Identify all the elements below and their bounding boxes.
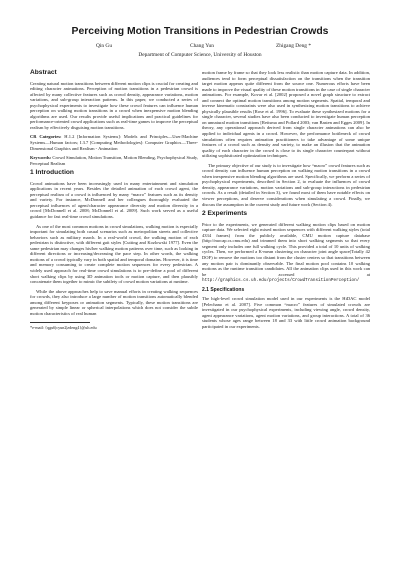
paragraph: Crowd animations have been increasingly used in many entertainment and simulation applications in recent years. Besides the detailed animation of each crowd agent, the perceptual realism of a crowd is influenced by many “macro” features such as its density and variety. For instance, McDonnell and her colleagues thoroughly evaluated the perceptual influences of agent/character appearance diversity and motion diversity in a crowd [McDonnell et al. 2008; McDonnell et al. 2009]. Such work served as a useful guidance for fast real-time crowd simulations. [30, 180, 198, 220]
intro-heading: 1 Introduction [30, 169, 74, 177]
author-list [0, 43, 400, 52]
experiments-heading: 2 Experiments [202, 210, 248, 218]
abstract-heading: Abstract [30, 69, 57, 76]
paper-title: Perceiving Motion Transitions in Pedestrian Crowds [71, 26, 329, 37]
paragraph-text: Prior to the experiments, we generated different walking motion clips based on motion capture data. We selected eight mixed motion sequences with different walking styles (total 4334 frames) from the publicly available, CMU motion capture database (http://mocap.cs.cmu.edu) and trimmed them into short walking segments so that every segment only includes one full walking cycle. This provided a total of 10 units of walking cycles. Then, we performed a K-mean clustering on character joint angle space(Totally 42 DOF) to remove the motions too distant from the cluster centers so that transitions between any motion pair is dominantly observable. The final motion pool contains 10 walking motions as the runtime transition candidates. All the animation clips used in this work can be accessed at [202, 221, 370, 277]
author-name: Qin Gu [96, 43, 113, 49]
paragraph [202, 222, 370, 284]
specifications-heading: 2.1 Specifications [202, 286, 245, 293]
project-url-link[interactable]: http://graphics.cs.uh.edu/projects/CrowdTransitionPerception/ [202, 278, 360, 284]
paragraph: motion frame by frame so that they look less realistic than motion capture data. In addition, audiences tend to form perceptual dissatisfaction on the transitions when the transition target motion appears quite different from the source one. Numerous efforts have been made to improve the visual quality of these motion transitions in the case of single character animations. For example, Kovar et al. [2002] proposed a novel graph structure to extract and connect the optimal motion transitions among motion segments. Spatial, temporal and inverse kinematic constraints were also used in synthesizing motion transitions to achieve physically plausible results [Rose et al. 1996]. To evaluate these synthesized motions for a single character, several studies have also been conducted to investigate human perception on unnatural motion transitions [Reitsma and Pollard 2003; van Basten and Egges 2009]. In theory, any operational approach derived from single character animations can also be applied to individual agents in a crowd. However, the performance bottleneck of crowd simulations often requires animation practitioners to take advantage of some unique features of a crowd such as density and variety, to make an illusion that the animation quality of each character in the crowd is close to its single character counterpart without utilizing sophisticated optimization techniques. [202, 70, 370, 159]
paragraph: The high-level crowd simulation model used in our experiments is the HiDAC model [Pelechano et al. 2007]. Five common “macro” features of simulated crowds are investigated in our psychophysical experiments, including viewing angle, crowd density, agent appearance variations, agent motion variations, and group interactions. A total of 36 students whose ages range between 18 and 33 with little crowd animation background participated in our experiments. [202, 296, 370, 329]
right-column [202, 70, 370, 334]
footnote-rule [30, 322, 90, 323]
paragraph: As one of the most common motions in crowd simulations, walking motion is especially important for simulating both casual scenarios such as metropolitan streets and collective behaviors such as military march. In a real-world crowd, the walking motion of each pedestrian is distinctive, with different gait styles [Cutting and Kozlowski 1977]. Even the same pedestrian may changes his/her walking motion patterns over time, such as looking in different directions or increasing/decreasing the pace step. In other words, the walking motions of a crowd typically vary in both spatial and temporal domains. However, it is time and memory consuming to create complete motion sequences for every pedestrian. A widely used approach for real-time crowd simulations is to pre-define a pool of different short walking clips by using 3D animation tools or motion capture, and then plausibly concatenate them together to mimic the subtlety of crowd motion variations at runtime. [30, 223, 198, 285]
keywords-text: Crowd Simulation, Motion Transition, Motion Blending, Psychophysical Study, Perceptual Realism [30, 155, 199, 166]
cr-categories [30, 134, 198, 151]
cr-label: CR Categories: [30, 134, 62, 140]
footnote: *e-mail: {qgu6|cyun2|zdeng4}@uh.edu [30, 325, 97, 331]
author-name: Zhigang Deng * [276, 43, 312, 49]
left-column [30, 70, 198, 330]
paragraph: The primary objective of our study is to investigate how “macro” crowd features such as crowd density can influence human perception on walking motion transitions in a crowd when inexpensive motion blending algorithms are used. Specifically, we perform a series of psychophysical experiments, described in Section 2, to evaluate the influences of crowd density, appearance variations, motion variations and sub-group interactions in pedestrian crowds. As a result (detailed in Section 3), we found most of them have notable effects on viewer perceptions, and deserve considerations when simulating a crowd. Finally, we discuss the assumption in the current study and future work (Section 4). [202, 162, 370, 207]
keywords-label: Keywords: [30, 155, 52, 161]
keywords [30, 155, 198, 166]
cr-text: H.1.2 [Information Systems]: Models and Principles—User/Machine Systems—Human factors; I.3.7 [Computing Methodologies]: Computer Graphics—Three-Dimensional Graphics and Realism - Animation [30, 134, 198, 151]
affiliation: Department of Computer Science, University of Houston [138, 52, 262, 58]
paragraph: While the above approaches help to save manual efforts in creating walking sequences for crowds, they also introduce a large number of motion transitions automatically blended among different keyposes or animation segments. Typically, these motion transitions are generated by simple linear or spherical interpolations which does not consider the subtle motion characteristics of real human [30, 288, 198, 316]
author-name: Chang Yun [190, 43, 214, 49]
abstract-text: Creating natural motion transitions between different motion clips is crucial for creating and editing character animations. Perception of motion transitions in a pedestrian crowd is affected by many collective features such as crowd density, appearance variations, motion variations, and sub-group interaction patterns. In this paper, we conducted a series of psychophysical experiments to investigate how these crowd features can influence human perception on walking motion transitions in a crowd when inexpensive motion blending algorithms are used. Our results provide useful implications and practical guidelines for performance-oriented crowd applications such as real-time games to improve the perceptual realism by effectively disguising motion transitions. [30, 80, 198, 130]
